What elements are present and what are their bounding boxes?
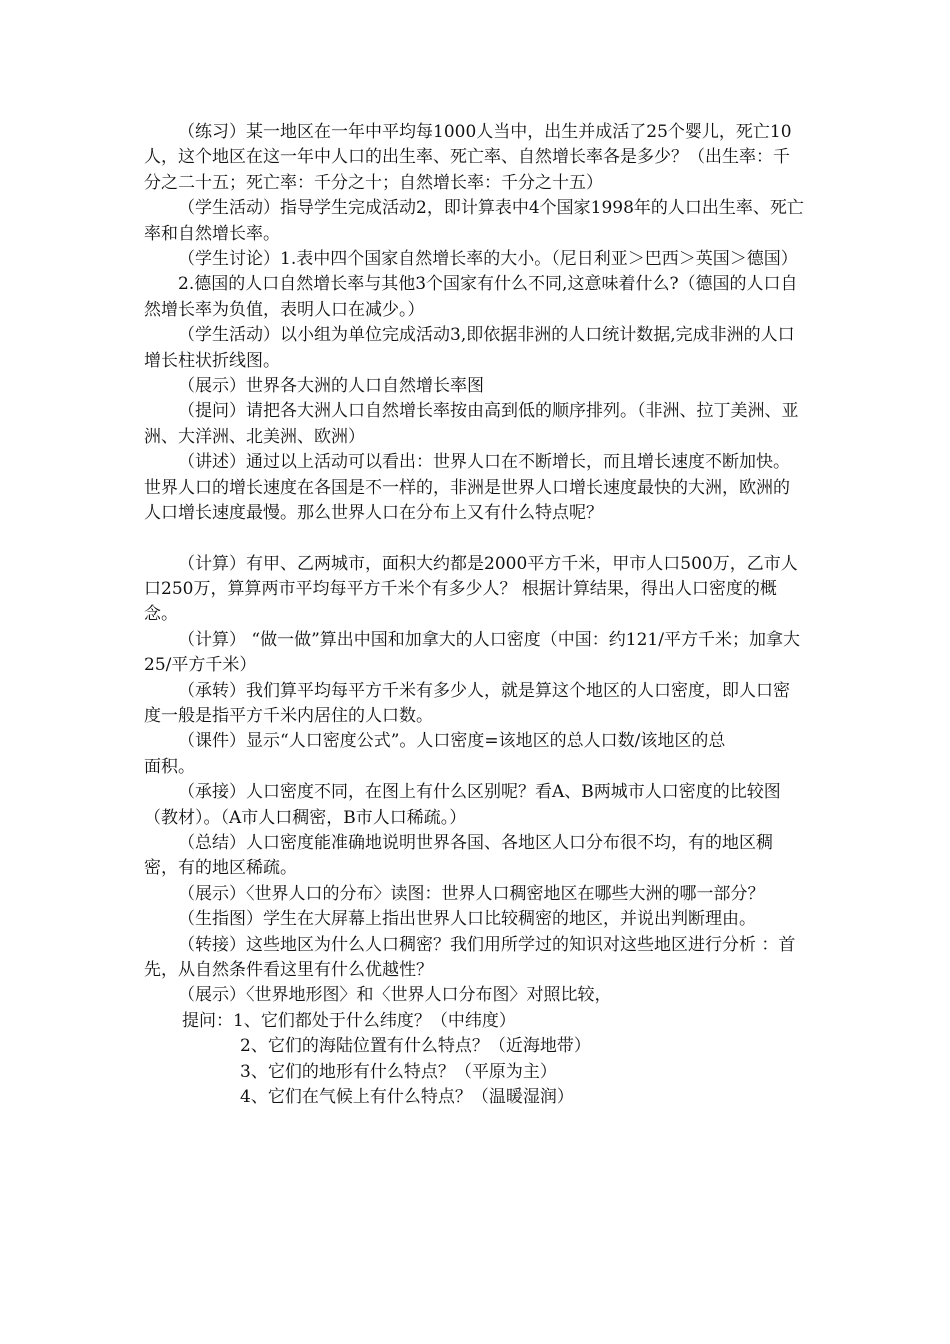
paragraph-show-growth-map: （展示）世界各大洲的人口自然增长率图 — [178, 376, 484, 397]
document-page — [144, 120, 804, 1110]
paragraph-student-pointing: （生指图）学生在大屏幕上指出世界人口比较稠密的地区，并说出判断理由。 — [178, 909, 756, 930]
question-item-3: 3、它们的地形有什么特点？（平原为主） — [240, 1061, 557, 1082]
paragraph-activity-2: （学生活动）指导学生完成活动2，即计算表中4个国家1998年的人口出生率、死亡率和自然增长率。 — [144, 198, 804, 244]
paragraph-transition: （承转）我们算平均每平方千米有多少人，就是算这个地区的人口密度，即人口密度一般是指平方千米内居住的人口数。 — [144, 680, 790, 726]
question-item-2: 2、它们的海陆位置有什么特点？（近海地带） — [240, 1036, 591, 1057]
paragraph-show-maps: （展示）〈世界地形图〉和〈世界人口分布图〉对照比较， — [178, 985, 612, 1006]
blank-line — [144, 527, 804, 552]
paragraph-analysis: （转接）这些地区为什么人口稠密？我们用所学过的知识对这些地区进行分析 ：首先，从自然条件看这里有什么优越性？ — [144, 934, 796, 980]
paragraph-discussion-1: （学生讨论）1.表中四个国家自然增长率的大小。（尼日利亚＞巴西＞英国＞德国） — [178, 249, 798, 270]
paragraph-courseware-continued: 面积。 — [144, 756, 195, 777]
paragraph-activity-3: （学生活动）以小组为单位完成活动3,即依据非洲的人口统计数据,完成非洲的人口增长柱状折线图。 — [144, 325, 795, 371]
paragraph-connection: （承接）人口密度不同，在图上有什么区别呢？看A、B两城市人口密度的比较图（教材）。（A市人口稠密，B市人口稀疏。） — [144, 782, 781, 828]
question-item-4: 4、它们在气候上有什么特点？（温暖湿润） — [240, 1087, 574, 1108]
paragraph-summary: （总结）人口密度能准确地说明世界各国、各地区人口分布很不均，有的地区稠密，有的地区稀疏。 — [144, 832, 773, 879]
paragraph-practice: （练习）某一地区在一年中平均每1000人当中，出生并成活了25个婴儿，死亡10人，这个地区在这一年中人口的出生率、死亡率、自然增长率各是多少？（出生率：千分之二十五；死亡率：千分之十；自然增长率：千分之十五） — [144, 122, 792, 193]
paragraph-show-distribution: （展示）〈世界人口的分布〉读图：世界人口稠密地区在哪些大洲的哪一部分？ — [178, 883, 765, 904]
paragraph-discussion-2: 2.德国的人口自然增长率与其他3个国家有什么不同,这意味着什么?（德国的人口自然增长率为负值，表明人口在减少。） — [144, 274, 798, 320]
paragraph-courseware: （课件）显示“人口密度公式”。人口密度=该地区的总人口数/该地区的总 — [178, 731, 726, 752]
question-item-1: 提问：1、它们都处于什么纬度？（中纬度） — [182, 1010, 516, 1031]
paragraph-lecture: （讲述）通过以上活动可以看出：世界人口在不断增长，而且增长速度不断加快。世界人口的增长速度在各国是不一样的，非洲是世界人口增长速度最快的大洲，欧洲的人口增长速度最慢。那么世界人口在分布上又有什么特点呢？ — [144, 452, 790, 524]
paragraph-question-order: （提问）请把各大洲人口自然增长率按由高到低的顺序排列。（非洲、拉丁美洲、亚洲、大洋洲、北美洲、欧洲） — [144, 401, 799, 447]
paragraph-calculation-density: （计算） “做一做”算出中国和加拿大的人口密度（中国：约121/平方千米；加拿大25/平方千米） — [144, 629, 800, 676]
paragraph-calculation-cities: （计算）有甲、乙两城市，面积大约都是2000平方千米，甲市人口500万，乙市人口250万，算算两市平均每平方千米个有多少人？ 根据计算结果，得出人口密度的概念。 — [144, 553, 798, 625]
